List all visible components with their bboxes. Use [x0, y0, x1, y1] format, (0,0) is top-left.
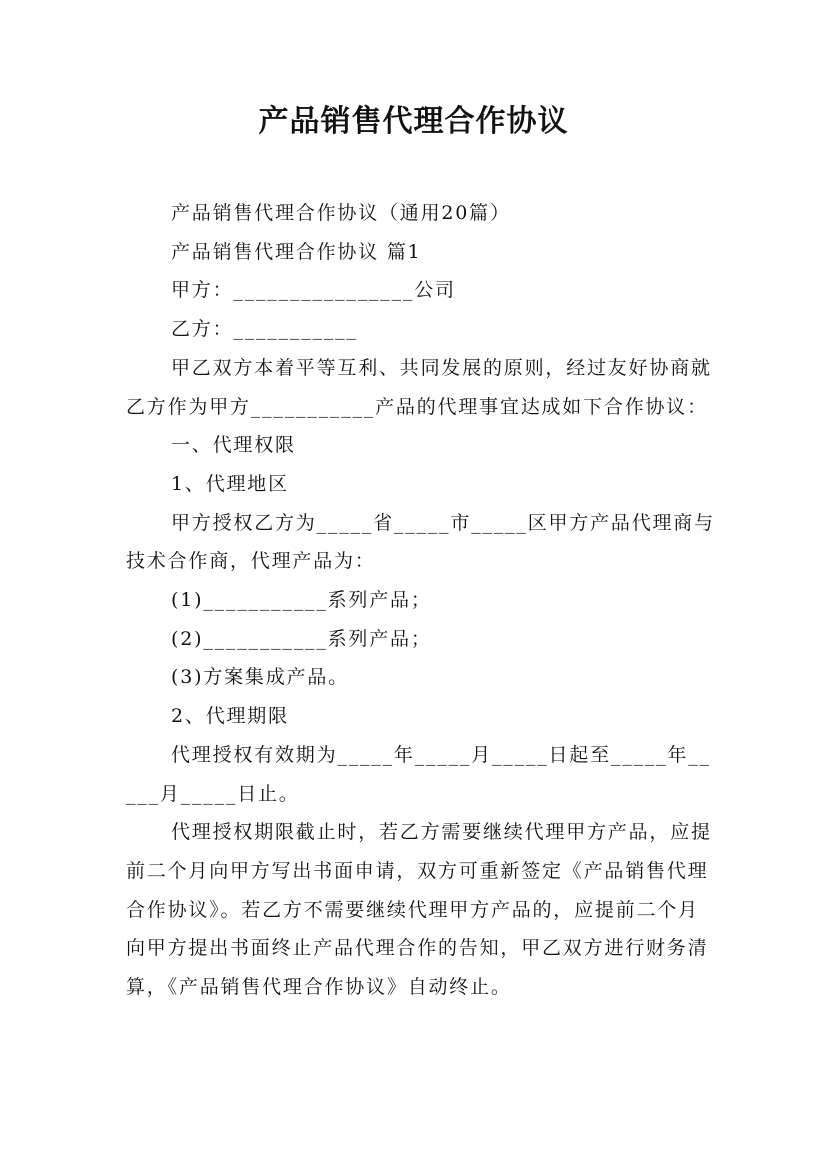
paragraph-region-authorization: 甲方授权乙方为_____省_____市_____区甲方产品代理商与技术合作商，代理产品为：: [126, 511, 715, 573]
paragraph-party-a: 甲方：________________公司: [171, 279, 456, 302]
paragraph-part-heading: 产品销售代理合作协议 篇1: [171, 240, 422, 263]
paragraph-term-renewal: 代理授权期限截止时，若乙方需要继续代理甲方产品，应提前二个月向甲方写出书面申请，双方可重新签定《产品销售代理合作协议》。若乙方不需要继续代理甲方产品的，应提前二个月向甲方提出书面终止产品代理合作的告知，甲乙双方进行财务清算，《产品销售代理合作协议》自动终止。: [126, 821, 712, 999]
paragraph-preamble: 甲乙双方本着平等互利、共同发展的原则，经过友好协商就乙方作为甲方___________产品的代理事宜达成如下合作协议：: [126, 356, 712, 418]
paragraph-section-1: 一、代理权限: [171, 434, 296, 457]
paragraph-product-2: (2)___________系列产品；: [171, 627, 432, 650]
paragraph-subsection-term: 2、代理期限: [171, 705, 289, 728]
paragraph-product-3: (3)方案集成产品。: [171, 666, 349, 689]
paragraph-term-validity: 代理授权有效期为_____年_____月_____日起至_____年_____月_____日止。: [126, 743, 711, 805]
paragraph-subtitle: 产品销售代理合作协议（通用20篇）: [171, 202, 511, 224]
document-body: [126, 194, 716, 1007]
paragraph-party-b: 乙方：___________: [171, 318, 358, 341]
paragraph-product-1: (1)___________系列产品；: [171, 589, 432, 612]
document-title: 产品销售代理合作协议: [258, 104, 569, 139]
paragraph-subsection-region: 1、代理地区: [171, 472, 289, 495]
